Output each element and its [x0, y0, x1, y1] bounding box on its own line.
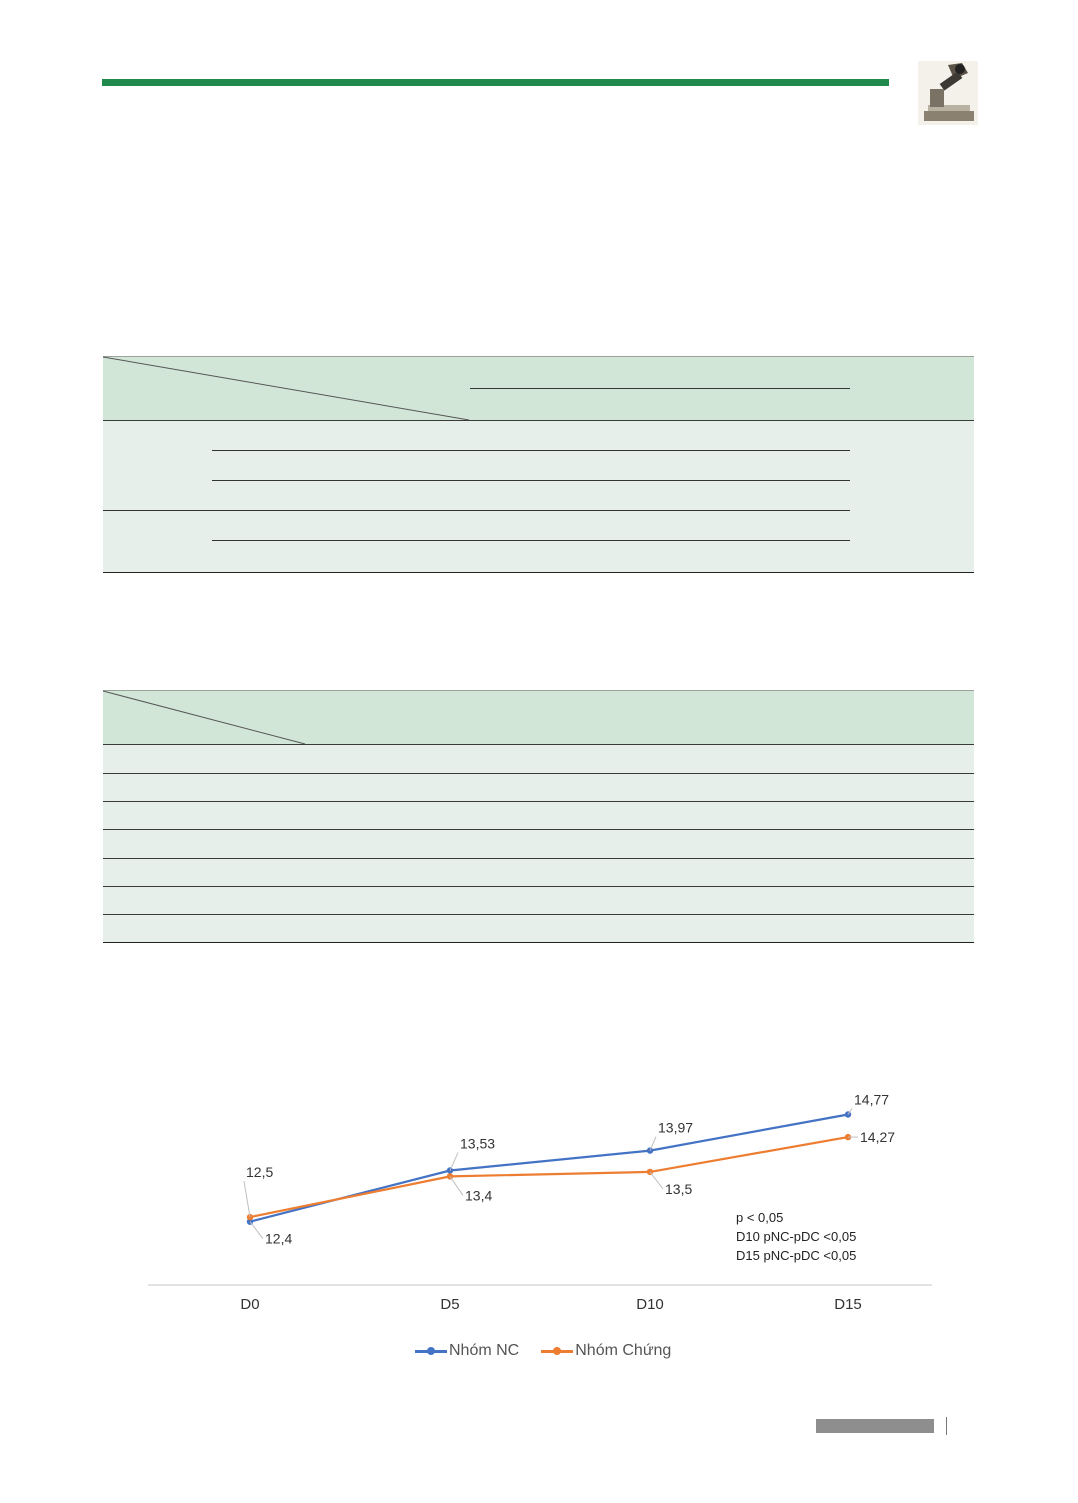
- x-tick-label: D5: [440, 1296, 460, 1313]
- label-leader-line: [650, 1172, 663, 1189]
- legend-item-chung: [541, 1342, 671, 1360]
- data-label-nc: 14,77: [854, 1095, 890, 1108]
- data-label-chung: 13,5: [665, 1180, 693, 1197]
- table-1-bottom-rule: [103, 572, 974, 573]
- table-row: [103, 773, 974, 774]
- table-row: [103, 914, 974, 915]
- header-rule: [102, 79, 889, 86]
- x-tick-label: D10: [636, 1296, 664, 1313]
- x-tick-label: D15: [834, 1296, 862, 1313]
- series-line-chung: [250, 1137, 848, 1217]
- series-line-nc: [250, 1115, 848, 1222]
- data-label-chung: 14,27: [860, 1129, 896, 1146]
- table-1-row-rule: [212, 450, 850, 451]
- table-row: [103, 858, 974, 859]
- legend-swatch-nc: [415, 1350, 447, 1353]
- legend-swatch-chung: [541, 1350, 573, 1353]
- table-2: [103, 690, 974, 944]
- table-2-diagonal-divider: [103, 690, 974, 750]
- legend-label-chung: Nhóm Chứng: [575, 1342, 672, 1359]
- chart-annotation: p < 0,05: [736, 1210, 784, 1225]
- x-tick-label: D0: [240, 1296, 260, 1313]
- table-1: [103, 356, 974, 574]
- table-row: [103, 886, 974, 887]
- microscope-icon: [910, 55, 980, 127]
- table-1-diagonal-divider: [103, 356, 974, 426]
- label-leader-line: [244, 1181, 250, 1217]
- label-leader-line: [250, 1222, 263, 1239]
- data-label-nc: 13,53: [460, 1135, 496, 1152]
- data-label-nc: 12,4: [265, 1230, 293, 1247]
- table-1-group-rule: [470, 388, 850, 389]
- data-label-chung: 13,4: [465, 1187, 493, 1204]
- footer-bar: [816, 1419, 934, 1433]
- legend-item-nc: [415, 1342, 519, 1360]
- data-label-nc: 13,97: [658, 1119, 694, 1136]
- data-point-chung: [447, 1173, 453, 1179]
- chart-legend: [415, 1341, 693, 1361]
- chart-annotation: D10 pNC-pDC <0,05: [736, 1229, 857, 1244]
- table-1-row-rule: [212, 540, 850, 541]
- data-label-chung: 12,5: [246, 1164, 274, 1181]
- table-row: [103, 801, 974, 802]
- table-1-body: [103, 421, 974, 573]
- table-2-bottom-rule: [103, 942, 974, 943]
- chart-annotations: [736, 1208, 856, 1265]
- table-1-row-rule: [212, 480, 850, 481]
- label-leader-line: [450, 1176, 463, 1195]
- label-leader-line: [650, 1137, 656, 1151]
- footer-divider: [946, 1417, 947, 1435]
- table-1-group-divider: [103, 510, 850, 511]
- label-leader-line: [450, 1153, 458, 1171]
- data-point-nc: [845, 1111, 851, 1117]
- line-chart: [140, 1095, 940, 1380]
- chart-annotation: D15 pNC-pDC <0,05: [736, 1248, 857, 1263]
- table-row: [103, 829, 974, 830]
- legend-label-nc: Nhóm NC: [449, 1342, 520, 1359]
